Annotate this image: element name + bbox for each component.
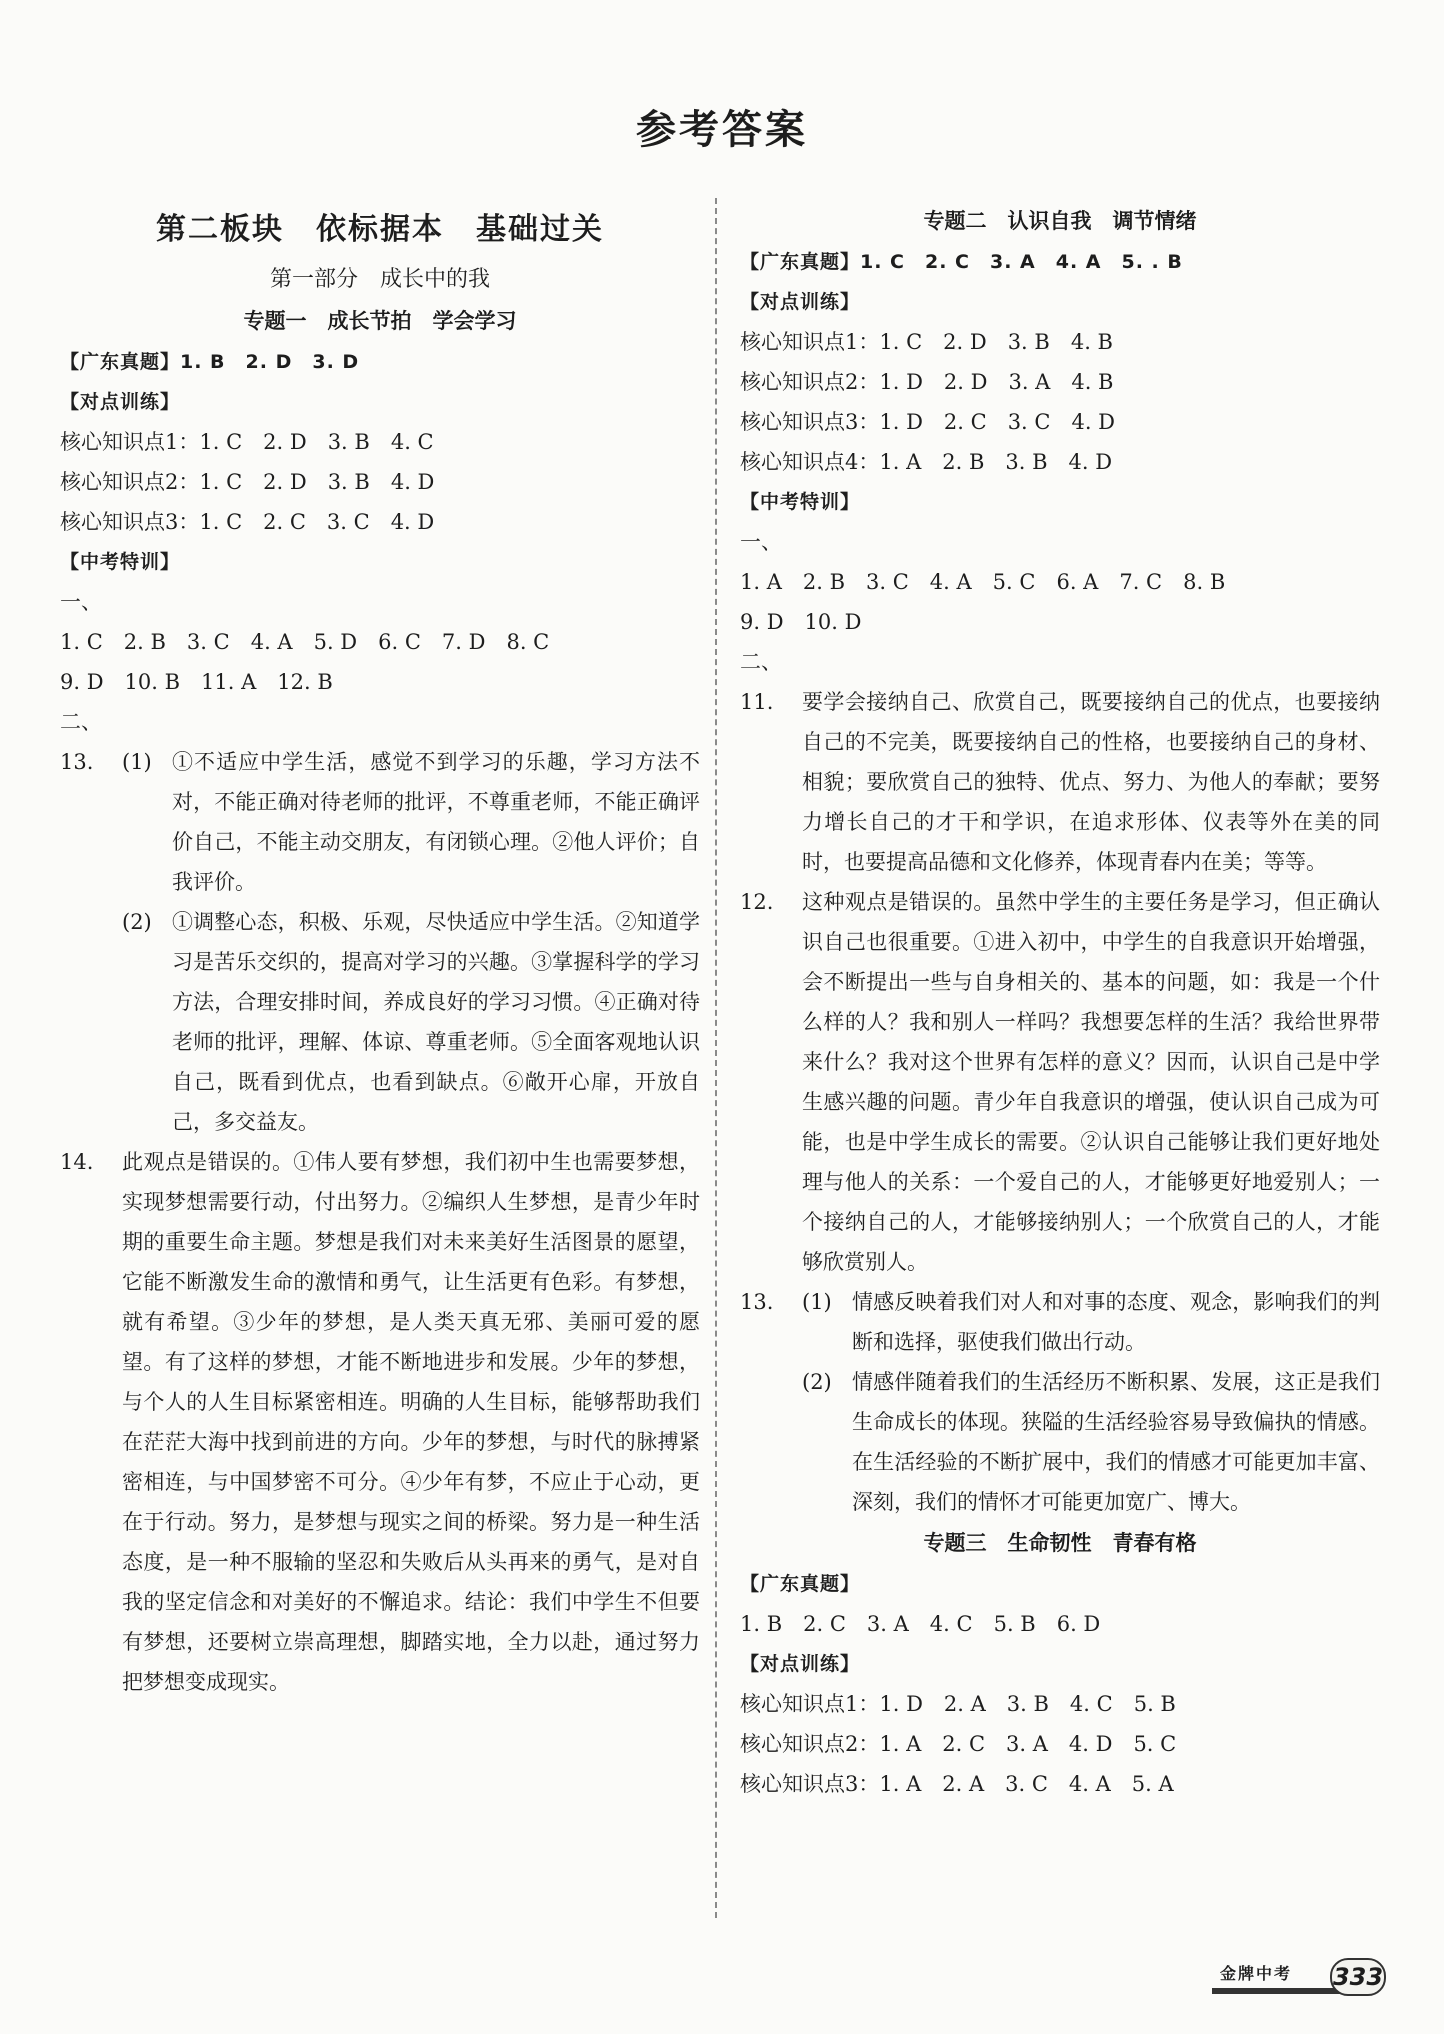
question-number: 14.	[60, 1150, 94, 1174]
section-two-label: 二、	[60, 710, 102, 734]
core-point-line: 核心知识点1：1. C 2. D 3. B 4. C	[60, 430, 434, 454]
guangdong-real-exam-answers: 【广东真题】1. C 2. C 3. A 4. A 5. . B	[740, 251, 1183, 273]
sub-question-label: (2)	[802, 1370, 832, 1394]
core-point-line: 核心知识点3：1. A 2. A 3. C 4. A 5. A	[740, 1772, 1174, 1796]
guangdong-real-exam-answers: 【广东真题】1. B 2. D 3. D	[60, 351, 360, 373]
question-14	[60, 1142, 700, 1702]
sub-question-label: (1)	[802, 1290, 832, 1314]
answer-text: 情感伴随着我们的生活经历不断积累、发展，这正是我们生命成长的体现。狭隘的生活经验容易导致偏执的情感。在生活经验的不断扩展中，我们的情感才可能更加丰富、深刻，我们的情怀才可能更加宽广、博大。	[852, 1370, 1380, 1514]
exam-training-tag: 【中考特训】	[740, 491, 861, 513]
answer-text: 情感反映着我们对人和对事的态度、观念，影响我们的判断和选择，驱使我们做出行动。	[852, 1290, 1380, 1354]
section-one-label: 一、	[740, 530, 782, 554]
question-number: 11.	[740, 690, 774, 714]
question-13-part-2	[740, 1362, 1380, 1522]
core-point-line: 核心知识点1：1. D 2. A 3. B 4. C 5. B	[740, 1692, 1176, 1716]
section-one-label: 一、	[60, 590, 102, 614]
answer-text: 此观点是错误的。①伟人要有梦想，我们初中生也需要梦想，实现梦想需要行动，付出努力。②编织人生梦想，是青少年时期的重要生命主题。梦想是我们对未来美好生活图景的愿望，它能不断激发生命的激情和勇气，让生活更有色彩。有梦想，就有希望。③少年的梦想，是人类天真无邪、美丽可爱的愿望。有了这样的梦想，才能不断地进步和发展。少年的梦想，与个人的人生目标紧密相连。明确的人生目标，能够帮助我们在茫茫大海中找到前进的方向。少年的梦想，与时代的脉搏紧密相连，与中国梦密不可分。④少年有梦，不应止于心动，更在于行动。努力，是梦想与现实之间的桥梁。努力是一种生活态度，是一种不服输的坚忍和失败后从头再来的勇气，是对自我的坚定信念和对美好的不懈追求。结论：我们中学生不但要有梦想，还要树立崇高理想，脚踏实地，全力以赴，通过努力把梦想变成现实。	[122, 1150, 700, 1694]
topic-2-title: 专题二 认识自我 调节情绪	[923, 209, 1197, 233]
answer-text: ①不适应中学生活，感觉不到学习的乐趣，学习方法不对，不能正确对待老师的批评，不尊重老师，不能正确评价自己，不能主动交朋友，有闭锁心理。②他人评价；自我评价。	[172, 750, 700, 894]
core-point-line: 核心知识点3：1. D 2. C 3. C 4. D	[740, 410, 1116, 434]
topic-3-title: 专题三 生命韧性 青春有格	[923, 1531, 1197, 1555]
multiple-choice-answers: 1. C 2. B 3. C 4. A 5. D 6. C 7. D 8. C	[60, 630, 550, 654]
question-13-part-1	[740, 1282, 1380, 1362]
sub-question-label: (1)	[122, 750, 152, 774]
answer-text: 这种观点是错误的。虽然中学生的主要任务是学习，但正确认识自己也很重要。①进入初中，中学生的自我意识开始增强，会不断提出一些与自身相关的、基本的问题，如：我是一个什么样的人？我和别人一样吗？我想要怎样的生活？我给世界带来什么？我对这个世界有怎样的意义？因而，认识自己是中学生感兴趣的问题。青少年自我意识的增强，使认识自己成为可能，也是中学生成长的需要。②认识自己能够让我们更好地处理与他人的关系：一个爱自己的人，才能够更好地爱别人；一个接纳自己的人，才能够接纳别人；一个欣赏自己的人，才能够欣赏别人。	[802, 890, 1380, 1274]
part-title: 第一部分 成长中的我	[269, 267, 490, 292]
multiple-choice-answers: 1. A 2. B 3. C 4. A 5. C 6. A 7. C 8. B	[740, 570, 1226, 594]
targeted-practice-tag: 【对点训练】	[740, 291, 861, 313]
sub-question-label: (2)	[122, 910, 152, 934]
question-11	[740, 682, 1380, 882]
core-point-line: 核心知识点2：1. C 2. D 3. B 4. D	[60, 470, 435, 494]
brand-label: 金牌中考	[1212, 1962, 1340, 1994]
guangdong-real-exam-tag: 【广东真题】	[740, 1573, 861, 1595]
page-number: 333	[1330, 1958, 1386, 1996]
left-column	[60, 200, 700, 1702]
question-number: 12.	[740, 890, 774, 914]
core-point-line: 核心知识点1：1. C 2. D 3. B 4. B	[740, 330, 1113, 354]
question-13-part-2	[60, 902, 700, 1142]
question-number: 13.	[60, 750, 94, 774]
core-point-line: 核心知识点3：1. C 2. C 3. C 4. D	[60, 510, 435, 534]
topic-1-title: 专题一 成长节拍 学会学习	[243, 309, 517, 333]
multiple-choice-answers: 9. D 10. B 11. A 12. B	[60, 670, 333, 694]
answer-text: 要学会接纳自己、欣赏自己，既要接纳自己的优点，也要接纳自己的不完美，既要接纳自己的性格，也要接纳自己的身材、相貌；要欣赏自己的独特、优点、努力、为他人的奉献；要努力增长自己的才干和学识，在追求形体、仪表等外在美的同时，也要提高品德和文化修养，体现青春内在美；等等。	[802, 690, 1380, 874]
section-two-label: 二、	[740, 650, 782, 674]
targeted-practice-tag: 【对点训练】	[740, 1653, 861, 1675]
block-title: 第二板块 依标据本 基础过关	[156, 212, 604, 247]
multiple-choice-answers: 9. D 10. D	[740, 610, 862, 634]
question-number: 13.	[740, 1290, 774, 1314]
exam-training-tag: 【中考特训】	[60, 551, 181, 573]
column-divider	[715, 198, 717, 1918]
targeted-practice-tag: 【对点训练】	[60, 391, 181, 413]
core-point-line: 核心知识点4：1. A 2. B 3. B 4. D	[740, 450, 1113, 474]
question-13-part-1	[60, 742, 700, 902]
page-title: 参考答案	[636, 107, 808, 153]
answer-text: ①调整心态，积极、乐观，尽快适应中学生活。②知道学习是苦乐交织的，提高对学习的兴趣。③掌握科学的学习方法，合理安排时间，养成良好的学习习惯。④正确对待老师的批评，理解、体谅、尊重老师。⑤全面客观地认识自己，既看到优点，也看到缺点。⑥敞开心扉，开放自己，多交益友。	[172, 910, 700, 1134]
footer-logo	[1212, 1958, 1382, 1992]
core-point-line: 核心知识点2：1. D 2. D 3. A 4. B	[740, 370, 1114, 394]
question-12	[740, 882, 1380, 1282]
guangdong-real-exam-answers: 1. B 2. C 3. A 4. C 5. B 6. D	[740, 1612, 1101, 1636]
right-column	[740, 200, 1380, 1804]
core-point-line: 核心知识点2：1. A 2. C 3. A 4. D 5. C	[740, 1732, 1177, 1756]
